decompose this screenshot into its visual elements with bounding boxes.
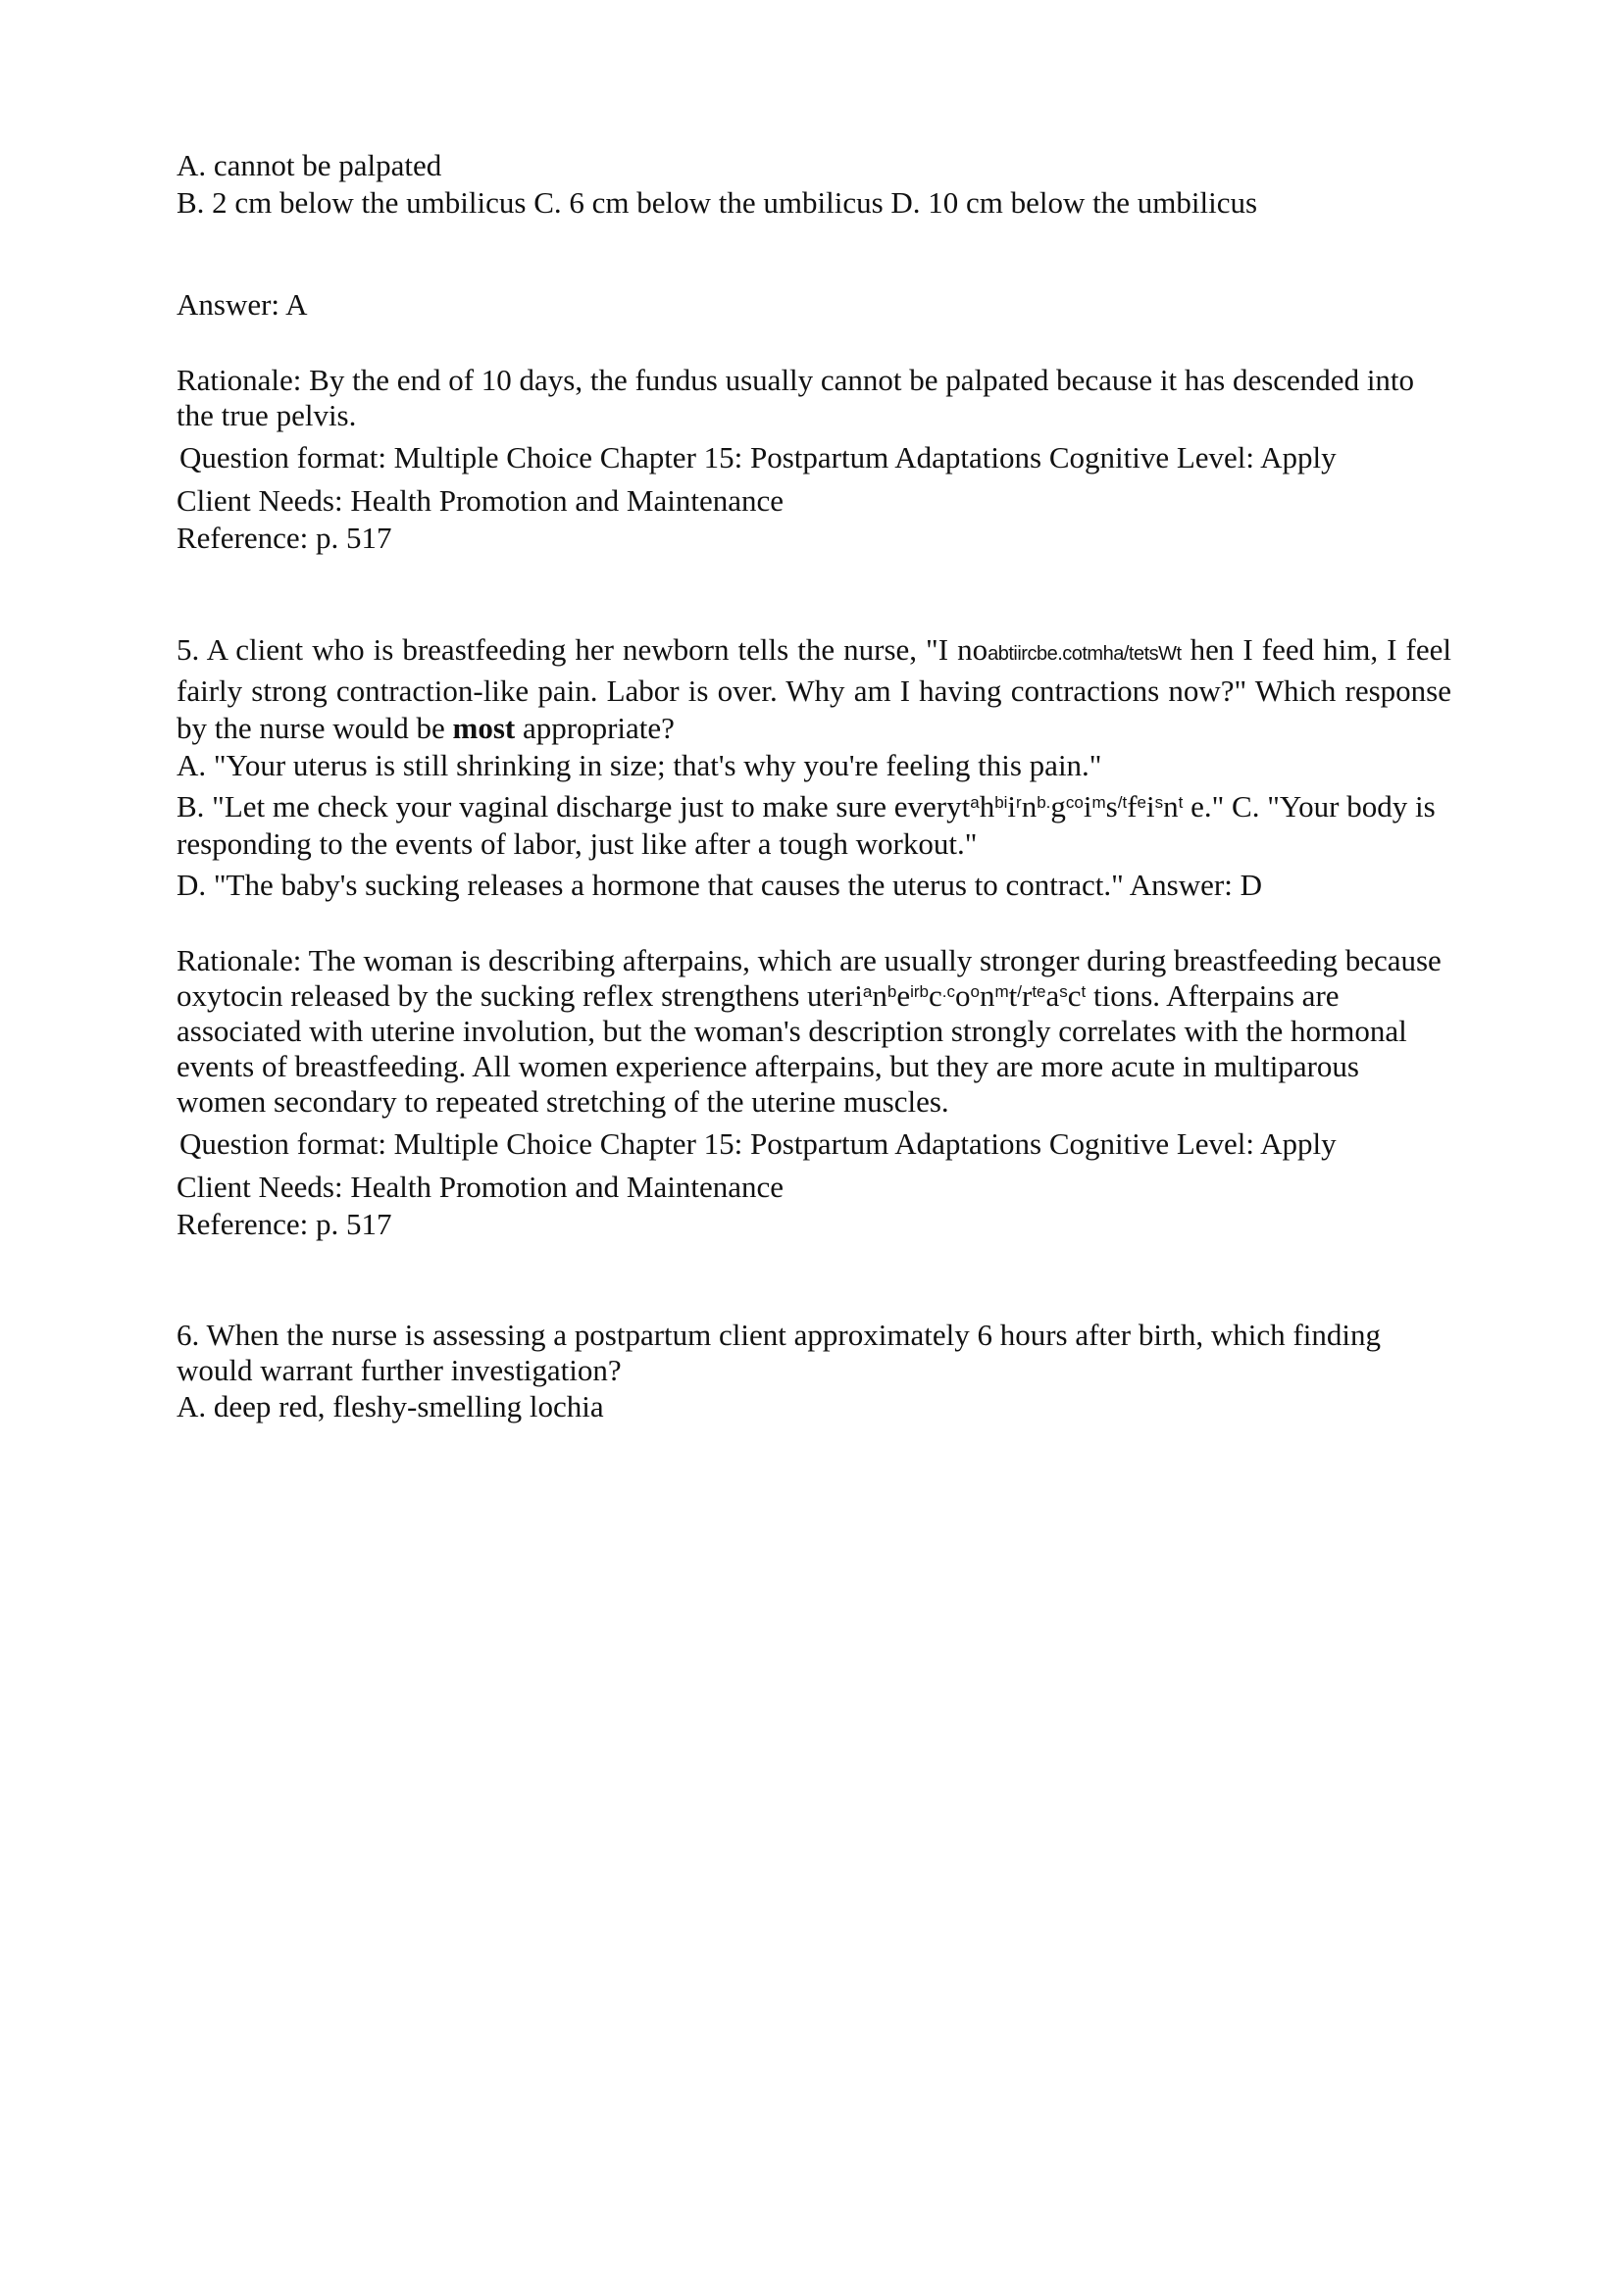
q5-rationale-overlay-sup: /	[1017, 982, 1022, 1001]
q5-stem	[177, 631, 1451, 747]
q4-options-bcd: B. 2 cm below the umbilicus C. 6 cm below the umbilicus D. 10 cm below the umbilicus	[177, 185, 1258, 220]
q5-option-b-overlay-sup: /t	[1117, 793, 1128, 812]
q5-option-b-overlay-sup: m	[1091, 793, 1106, 812]
q5-option-b-overlay-sup: b.	[1037, 793, 1051, 812]
q5-rationale-overlay	[863, 978, 1086, 1013]
q5-rationale-overlay-sup: b	[886, 982, 897, 1001]
q5-option-b-overlay-base: f	[1127, 789, 1138, 824]
q5-option-b-overlay-base: i	[1146, 789, 1155, 824]
q5-rationale-overlay-base: t	[1008, 978, 1018, 1013]
q5-option-b-overlay-base: h	[979, 789, 995, 824]
q5-stem-start: 5. A client who is breastfeeding her newborn tells the nurse, "I no	[177, 632, 988, 667]
q5-stem-end: appropriate?	[515, 711, 675, 745]
q5-option-b	[177, 788, 1451, 863]
q5-option-b-overlay-sup: e	[1137, 793, 1146, 812]
q5-stem-cont: hen I feed him, I feel fairly strong contraction-like pain. Labor is over. Why am I having contractions now?" Which response by the nurse would be	[177, 632, 1451, 745]
q4-client-needs: Client Needs: Health Promotion and Maintenance	[177, 483, 784, 518]
q5-option-b-overlay-sup: r	[1016, 793, 1022, 812]
q6-stem: 6. When the nurse is assessing a postpartum client approximately 6 hours after birth, which finding would warrant further investigation?	[177, 1318, 1381, 1387]
q5-option-b-end: e." C. "Your body is responding to the events of labor, just like after a tough workout."	[177, 789, 1436, 861]
q5-rationale-overlay-sup: a	[862, 982, 873, 1001]
q5-rationale-overlay-sup: m	[994, 982, 1009, 1001]
q5-rationale-overlay-sup: s	[1059, 982, 1068, 1001]
q5-rationale-start: Rationale: The woman is describing afterpains, which are usually stronger during breastfeeding because oxytocin released by the sucking reflex strengthens uteri	[177, 943, 1442, 1013]
q5-rationale	[177, 943, 1451, 1120]
q5-option-b-overlay-sup: t	[1178, 793, 1184, 812]
q5-rationale-end: tions. Afterpains are associated with uterine involution, but the woman's description strongly correlates with the hormonal events of breastfeeding. All women experience afterpains, but they are more acute in multiparous women secondary to repeated stretching of the uterine muscles.	[177, 978, 1407, 1119]
q5-option-b-overlay-base: g	[1050, 789, 1066, 824]
q5-rationale-overlay-base: c	[1067, 978, 1082, 1013]
q5-rationale-overlay-base: n	[979, 978, 995, 1013]
q5-option-b-overlay-sup: a	[970, 793, 980, 812]
q5-option-d: D. "The baby's sucking releases a hormone that causes the uterus to contract." Answer: D	[177, 868, 1262, 902]
q5-rationale-overlay-sup: o	[970, 982, 980, 1001]
q5-rationale-overlay-base: a	[1045, 978, 1060, 1013]
q4-option-a: A. cannot be palpated	[177, 148, 442, 182]
q5-rationale-overlay-sup: irb	[910, 982, 929, 1001]
q5-rationale-overlay-base: e	[896, 978, 911, 1013]
q5-option-b-overlay-base: i	[1083, 789, 1092, 824]
q5-question-format: Question format: Multiple Choice Chapter 15: Postpartum Adaptations Cognitive Level: Apply	[179, 1126, 1337, 1161]
q5-stem-bold: most	[452, 711, 516, 745]
q5-option-b-overlay-base: n	[1021, 789, 1038, 824]
q4-question-format: Question format: Multiple Choice Chapter 15: Postpartum Adaptations Cognitive Level: Apply	[179, 440, 1337, 474]
q5-reference: Reference: p. 517	[177, 1207, 392, 1241]
q4-answer: Answer: A	[177, 287, 308, 322]
q5-option-b-overlay-sup: co	[1065, 793, 1084, 812]
q5-stem-overlay: abtiircbe.cotmha/tetsWt	[988, 643, 1182, 665]
q5-option-b-overlay-base: i	[1007, 789, 1017, 824]
q5-rationale-overlay-sup: te	[1032, 982, 1046, 1001]
q5-rationale-overlay-base: r	[1021, 978, 1033, 1013]
q5-option-b-overlay-base: n	[1163, 789, 1179, 824]
q5-client-needs: Client Needs: Health Promotion and Maintenance	[177, 1170, 784, 1204]
q5-option-a: A. "Your uterus is still shrinking in size; that's why you're feeling this pain."	[177, 748, 1102, 782]
q5-rationale-overlay-base: n	[872, 978, 887, 1013]
q4-rationale: Rationale: By the end of 10 days, the fundus usually cannot be palpated because it has descended into the true pelvis.	[177, 363, 1415, 432]
q5-option-b-overlay-sup: bi	[994, 793, 1008, 812]
q5-rationale-overlay-base: c	[928, 978, 942, 1013]
q5-option-b-overlay-base: s	[1105, 789, 1118, 824]
q6-option-a: A. deep red, fleshy-smelling lochia	[177, 1389, 604, 1423]
q5-rationale-overlay-sup: t	[1081, 982, 1087, 1001]
q4-reference: Reference: p. 517	[177, 521, 392, 555]
q5-option-b-overlay-sup: s	[1154, 793, 1164, 812]
q5-rationale-overlay-sup: .c	[941, 982, 955, 1001]
document-body	[177, 147, 1451, 1425]
q5-option-b-start: B. "Let me check your vaginal discharge just to make sure everyt	[177, 789, 971, 824]
q5-rationale-overlay-base: o	[954, 978, 971, 1013]
q5-option-b-overlay	[970, 789, 1183, 824]
